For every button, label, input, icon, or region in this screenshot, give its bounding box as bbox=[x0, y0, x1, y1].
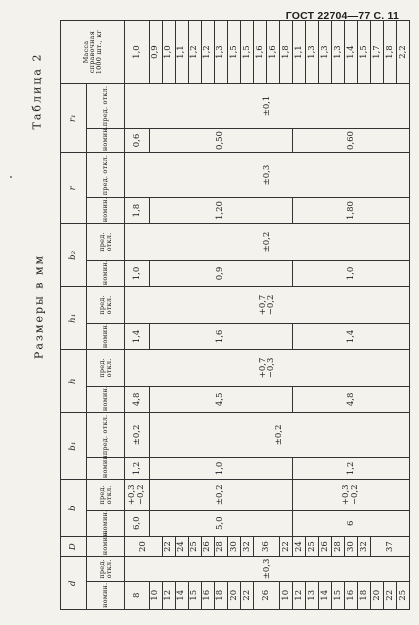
cell-b-nom: 6 bbox=[292, 510, 409, 536]
cell-d-nom: 20 bbox=[370, 581, 383, 609]
cell-h-dev bbox=[125, 350, 410, 387]
cell-d-nom: 10 bbox=[279, 581, 292, 609]
table-units-caption: Размеры в мм bbox=[32, 253, 46, 360]
cell-mass: 2,2 bbox=[396, 21, 409, 84]
cell-mass: 1,6 bbox=[266, 21, 279, 84]
cell-D-nom: 22 bbox=[279, 536, 292, 556]
cell-mass: 1,0 bbox=[162, 21, 175, 84]
cell-mass: 1,4 bbox=[344, 21, 357, 84]
cell-mass: 1,2 bbox=[201, 21, 214, 84]
cell-D-nom: 32 bbox=[357, 536, 370, 556]
cell-mass: 1,2 bbox=[188, 21, 201, 84]
cell-D-nom: 37 bbox=[370, 536, 409, 556]
tolerance-part: +0,7 bbox=[257, 294, 268, 316]
cell-r1-nom: 0,60 bbox=[292, 128, 409, 152]
cell-D-nom: 22 bbox=[162, 536, 175, 556]
sub-nom: номин. bbox=[87, 197, 125, 223]
cell-b-nom: 6,0 bbox=[125, 510, 150, 536]
col-head-b: b bbox=[61, 480, 87, 537]
cell-d-nom: 16 bbox=[201, 581, 214, 609]
cell-h1-nom: 1,4 bbox=[292, 323, 409, 349]
cell-mass: 0,9 bbox=[149, 21, 162, 84]
sub-nom: номин. bbox=[87, 510, 125, 536]
cell-d-nom: 14 bbox=[175, 581, 188, 609]
cell-d-nom: 18 bbox=[357, 581, 370, 609]
table-title: Таблица 2 bbox=[30, 52, 44, 130]
col-head-h: h bbox=[61, 350, 87, 413]
cell-mass: 1,8 bbox=[383, 21, 396, 84]
cell-d-nom: 25 bbox=[396, 581, 409, 609]
sub-dev: пред. откл. bbox=[87, 480, 125, 510]
cell-D-nom: 25 bbox=[188, 536, 201, 556]
col-head-d: d bbox=[61, 557, 87, 610]
cell-b1-nom: 1,2 bbox=[125, 457, 150, 479]
cell-D-nom: 26 bbox=[201, 536, 214, 556]
cell-b2-dev: ±0,2 bbox=[125, 224, 410, 261]
table-row bbox=[125, 21, 150, 610]
cell-d-nom: 10 bbox=[149, 581, 162, 609]
col-head-r: r bbox=[61, 153, 87, 224]
rotated-table-wrapper bbox=[60, 20, 410, 610]
sub-nom: номин. bbox=[87, 128, 125, 152]
sub-dev: пред. откл. bbox=[87, 153, 125, 198]
cell-d-nom: 8 bbox=[125, 581, 150, 609]
cell-b2-nom: 1,0 bbox=[125, 260, 150, 286]
col-head-mass: Масса справочная 1000 шт., кг bbox=[61, 21, 125, 84]
cell-r-nom: 1,80 bbox=[292, 197, 409, 223]
cell-h-nom: 4,8 bbox=[125, 386, 150, 412]
cell-d-nom: 12 bbox=[292, 581, 305, 609]
cell-b1-dev: ±0,2 bbox=[125, 413, 150, 458]
cell-mass: 1,8 bbox=[279, 21, 292, 84]
tolerance-part: +0,3 bbox=[127, 484, 138, 506]
cell-mass: 1,7 bbox=[370, 21, 383, 84]
sub-nom: номин. bbox=[87, 260, 125, 286]
cell-b1-dev: ±0,2 bbox=[149, 413, 409, 458]
cell-h1-dev bbox=[125, 287, 410, 324]
cell-D-nom: 36 bbox=[253, 536, 279, 556]
cell-d-nom: 26 bbox=[253, 581, 279, 609]
cell-b1-nom: 1,0 bbox=[149, 457, 292, 479]
cell-D-nom: 30 bbox=[227, 536, 240, 556]
cell-b1-nom: 1,2 bbox=[292, 457, 409, 479]
cell-b2-nom: 1,0 bbox=[292, 260, 409, 286]
cell-d-nom: 20 bbox=[227, 581, 240, 609]
cell-mass: 1,1 bbox=[292, 21, 305, 84]
page-header: ГОСТ 22704—77 С. 11 bbox=[285, 10, 399, 22]
cell-D-nom: 20 bbox=[125, 536, 163, 556]
cell-b2-nom: 0,9 bbox=[149, 260, 292, 286]
cell-d-nom: 14 bbox=[318, 581, 331, 609]
col-head-b1: b₁ bbox=[61, 413, 87, 480]
tolerance-part: −0,2 bbox=[266, 294, 276, 316]
cell-mass: 1,5 bbox=[227, 21, 240, 84]
cell-b-dev bbox=[125, 480, 150, 510]
sub-nom: номин. bbox=[87, 457, 125, 479]
sub-dev: пред. откл. bbox=[87, 224, 125, 261]
cell-mass: 1,3 bbox=[331, 21, 344, 84]
cell-r-nom: 1,20 bbox=[149, 197, 292, 223]
cell-b-dev bbox=[292, 480, 409, 510]
cell-d-nom: 22 bbox=[240, 581, 253, 609]
tolerance-part: +0,7 bbox=[257, 357, 268, 379]
sub-nom: номин. bbox=[87, 323, 125, 349]
col-head-r1: r₁ bbox=[61, 84, 87, 153]
cell-h-nom: 4,5 bbox=[149, 386, 292, 412]
cell-d-nom: 15 bbox=[331, 581, 344, 609]
cell-mass: 1,5 bbox=[240, 21, 253, 84]
cell-d-dev: ±0,3 bbox=[125, 557, 410, 581]
cell-mass: 1,3 bbox=[214, 21, 227, 84]
cell-b-dev: ±0,2 bbox=[149, 480, 292, 510]
cell-D-nom: 24 bbox=[175, 536, 188, 556]
cell-mass: 1,3 bbox=[305, 21, 318, 84]
table-body bbox=[125, 21, 410, 610]
cell-D-nom: 32 bbox=[240, 536, 253, 556]
cell-D-nom: 26 bbox=[318, 536, 331, 556]
dimensions-table bbox=[60, 20, 410, 610]
cell-mass: 1,5 bbox=[357, 21, 370, 84]
sub-nom: номин. bbox=[87, 536, 125, 556]
cell-D-nom: 28 bbox=[214, 536, 227, 556]
cell-mass: 1,6 bbox=[253, 21, 266, 84]
tolerance-part: −0,3 bbox=[266, 357, 276, 379]
cell-r-nom: 1,8 bbox=[125, 197, 150, 223]
cell-h1-nom: 1,4 bbox=[125, 323, 150, 349]
tolerance-part: −0,2 bbox=[349, 484, 360, 506]
scan-speck bbox=[10, 176, 12, 178]
cell-h-nom: 4,8 bbox=[292, 386, 409, 412]
cell-d-nom: 16 bbox=[344, 581, 357, 609]
cell-b-nom: 5,0 bbox=[149, 510, 292, 536]
cell-D-nom: 25 bbox=[305, 536, 318, 556]
cell-d-nom: 18 bbox=[214, 581, 227, 609]
sub-nom: номин. bbox=[87, 581, 125, 609]
sub-dev: пред. откл. bbox=[87, 557, 125, 581]
col-head-h1: h₁ bbox=[61, 287, 87, 350]
cell-D-nom: 30 bbox=[344, 536, 357, 556]
sub-dev: пред. откл. bbox=[87, 413, 125, 458]
cell-r1-dev: ±0,1 bbox=[125, 84, 410, 129]
tolerance-part: −0,2 bbox=[135, 484, 146, 506]
cell-D-nom: 24 bbox=[292, 536, 305, 556]
cell-d-nom: 13 bbox=[305, 581, 318, 609]
cell-mass: 1,3 bbox=[318, 21, 331, 84]
cell-D-nom: 28 bbox=[331, 536, 344, 556]
cell-d-nom: 15 bbox=[188, 581, 201, 609]
cell-r-dev: ±0,3 bbox=[125, 153, 410, 198]
cell-h1-nom: 1,6 bbox=[149, 323, 292, 349]
sub-dev: пред. откл. bbox=[87, 84, 125, 129]
cell-mass: 1,0 bbox=[125, 21, 150, 84]
tolerance-part: +0,3 bbox=[341, 484, 352, 506]
sub-nom: номин. bbox=[87, 386, 125, 412]
cell-r1-nom: 0,50 bbox=[149, 128, 292, 152]
col-head-b2: b₂ bbox=[61, 224, 87, 287]
cell-mass: 1,1 bbox=[175, 21, 188, 84]
cell-d-nom: 12 bbox=[162, 581, 175, 609]
col-head-D: D bbox=[61, 536, 87, 556]
sub-dev: пред. откл. bbox=[87, 287, 125, 324]
rotated-table-frame bbox=[60, 20, 410, 610]
cell-r1-nom: 0,6 bbox=[125, 128, 150, 152]
cell-d-nom: 22 bbox=[383, 581, 396, 609]
sub-dev: пред. откл. bbox=[87, 350, 125, 387]
